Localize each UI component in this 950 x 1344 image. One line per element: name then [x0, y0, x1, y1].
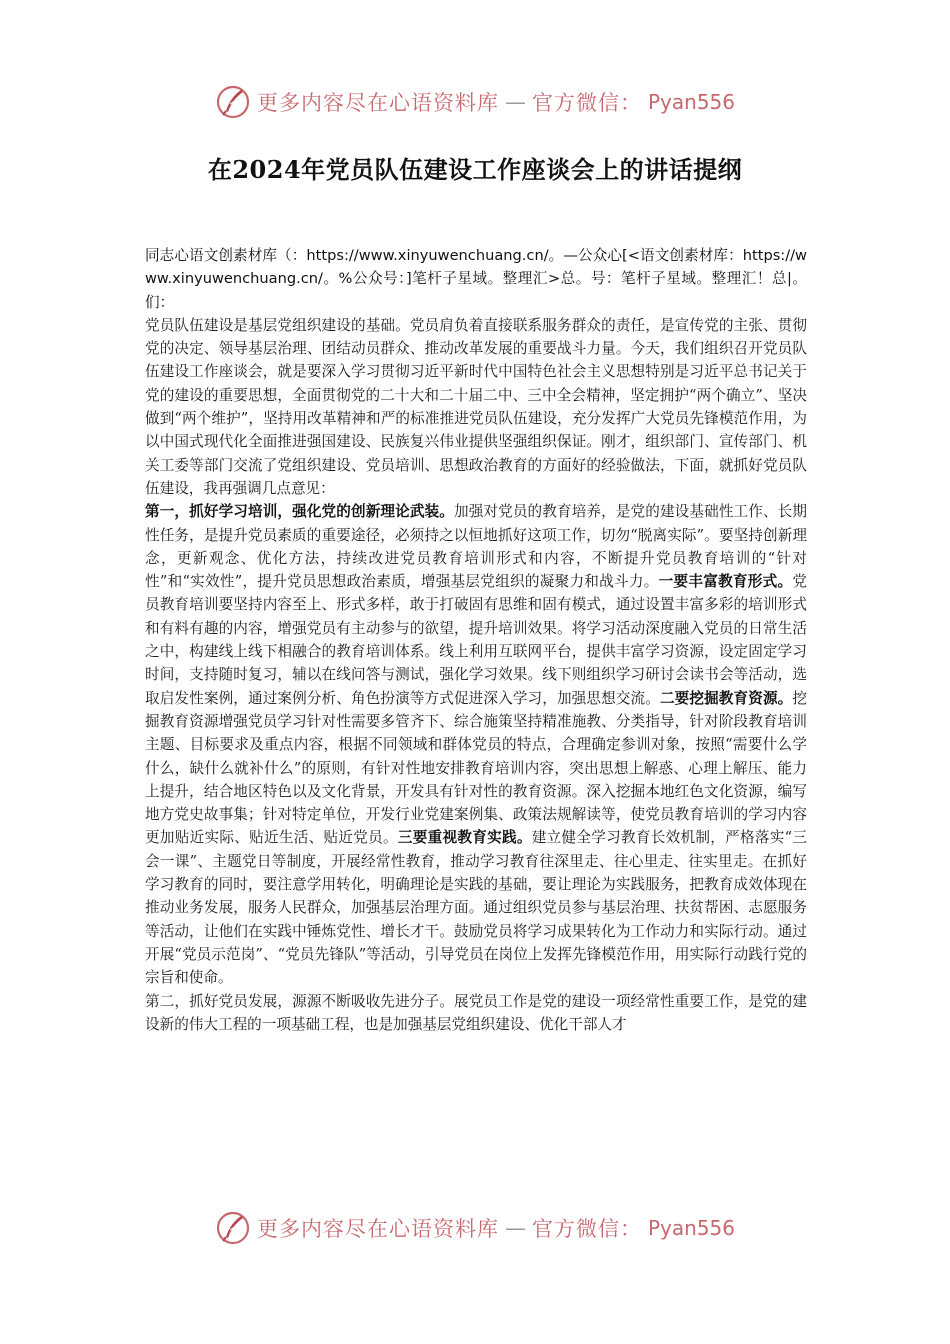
banner-separator: —: [504, 90, 526, 114]
header-banner: [0, 80, 950, 124]
section-1-body: 加强对党员的教育培养，是党的建设基础性工作、长期性任务，是提升党员素质的重要途径，必须持之以恒地抓好这项工作，切勿“脱离实际”。要坚持创新理念，更新观念、优化方法，持续改进党员教育培训形式和内容，不断提升党员教育培训的“针对性”和“实效性”，提升党员思想政治素质，增强基层党组织的凝聚力和战斗力。: [145, 503, 807, 591]
quill-pen-logo-icon: [215, 1210, 251, 1246]
page-title: 在2024年党员队伍建设工作座谈会上的讲话提纲: [207, 155, 743, 184]
footer-separator: —: [504, 1216, 526, 1240]
section-1-paragraph: [145, 500, 807, 989]
section-2-paragraph: 第二，抓好党员发展，源源不断吸收先进分子。展党员工作是党的建设一项经常性重要工作，是党的建设新的伟大工程的一项基础工程，也是加强基层党组织建设、优化干部人才: [145, 992, 807, 1033]
footer-brand-text: 更多内容尽在心语资料库: [256, 1217, 499, 1241]
sub-2-body: 挖掘教育资源增强党员学习针对性需要多管齐下、综合施策坚持精准施教、分类指导，针对阶段教育培训主题、目标要求及重点内容，根据不同领域和群体党员的特点，合理确定参训对象，按照“需要什么学什么，缺什么就补什么”的原则，有针对性地安排教育培训内容，突出思想上解惑、心理上解压、能力上提升，结合地区特色以及文化背景，开发具有针对性的教育资源。深入挖掘本地红色文化资源，编写地方党史故事集；针对特定单位，开发行业党建案例集、政策法规解读等，使党员教育培训的学习内容更加贴近实际、贴近生活、贴近党员。: [145, 689, 807, 847]
quill-pen-logo-icon: [215, 84, 251, 120]
footer-banner: [0, 1206, 950, 1250]
footer-contact: Pyan556: [647, 1216, 735, 1240]
footer-official-text: 官方微信：: [531, 1217, 642, 1241]
banner-official-text: 官方微信：: [531, 91, 642, 115]
intro-paragraph: 党员队伍建设是基层党组织建设的基础。党员肩负着直接联系服务群众的责任，是宣传党的主张、贯彻党的决定、领导基层治理、团结动员群众、推动改革发展的重要战斗力量。今天，我们组织召开党员队伍建设工作座谈会，就是要深入学习贯彻习近平新时代中国特色社会主义思想特别是习近平总书记关于党的建设的重要思想，全面贯彻党的二十大和二十届二中、三中全会精神，坚定拥护“两个确立”、坚决做到“两个维护”，坚持用改革精神和严的标准推进党员队伍建设，充分发挥广大党员先锋模范作用，为以中国式现代化全面推进强国建设、民族复兴伟业提供坚强组织保证。刚才，组织部门、宣传部门、机关工委等部门交流了党组织建设、党员培训、思想政治教育的方面好的经验做法，下面，就抓好党员队伍建设，我再强调几点意见：: [145, 316, 807, 497]
sub-2-heading: 二要挖掘教育资源。: [659, 689, 793, 707]
document-body: [145, 244, 807, 1036]
sub-1-body: 党员教育培训要坚持内容至上、形式多样，敢于打破固有思维和固有模式，通过设置丰富多彩的培训形式和有料有趣的内容，增强党员有主动参与的欲望，提升培训效果。将学习活动深度融入党员的日常生活之中，构建线上线下相融合的教育培训体系。线上利用互联网平台，提供丰富学习资源，设定固定学习时间，支持随时复习，辅以在线问答与测试，强化学习效果。线下则组织学习研讨会读书会等活动，选取启发性案例，通过案例分析、角色扮演等方式促进深入学习，加强思想交流。: [145, 573, 807, 707]
sub-3-body: 建立健全学习教育长效机制，严格落实“三会一课”、主题党日等制度，开展经常性教育，推动学习教育往深里走、往心里走、往实里走。在抓好学习教育的同时，要注意学用转化，明确理论是实践的基础，要让理论为实践服务，把教育成效体现在推动业务发展，服务人民群众，加强基层治理方面。通过组织党员参与基层治理、扶贫帮困、志愿服务等活动，让他们在实践中锤炼党性、增长才干。鼓励党员将学习成果转化为工作动力和实际行动。通过开展“党员示范岗”、“党员先锋队”等活动，引导党员在岗位上发挥先锋模范作用，用实际行动践行党的宗旨和使命。: [145, 829, 807, 987]
sub-1-heading: 一要丰富教育形式。: [658, 573, 793, 591]
banner-brand-text: 更多内容尽在心语资料库: [256, 91, 499, 115]
section-1-heading: 第一，抓好学习培训，强化党的创新理论武装。: [145, 503, 454, 521]
banner-contact: Pyan556: [647, 90, 735, 114]
source-line: 同志心语文创素材库（：https://www.xinyuwenchuang.cn/。—公众心[<语文创素材库：https://www.xinyuwenchuang.cn/。%公众号：]笔杆子星域。整理汇>总。号：笔杆子星域。整理汇！总|。们：: [145, 247, 807, 311]
sub-3-heading: 三要重视教育实践。: [397, 829, 532, 847]
